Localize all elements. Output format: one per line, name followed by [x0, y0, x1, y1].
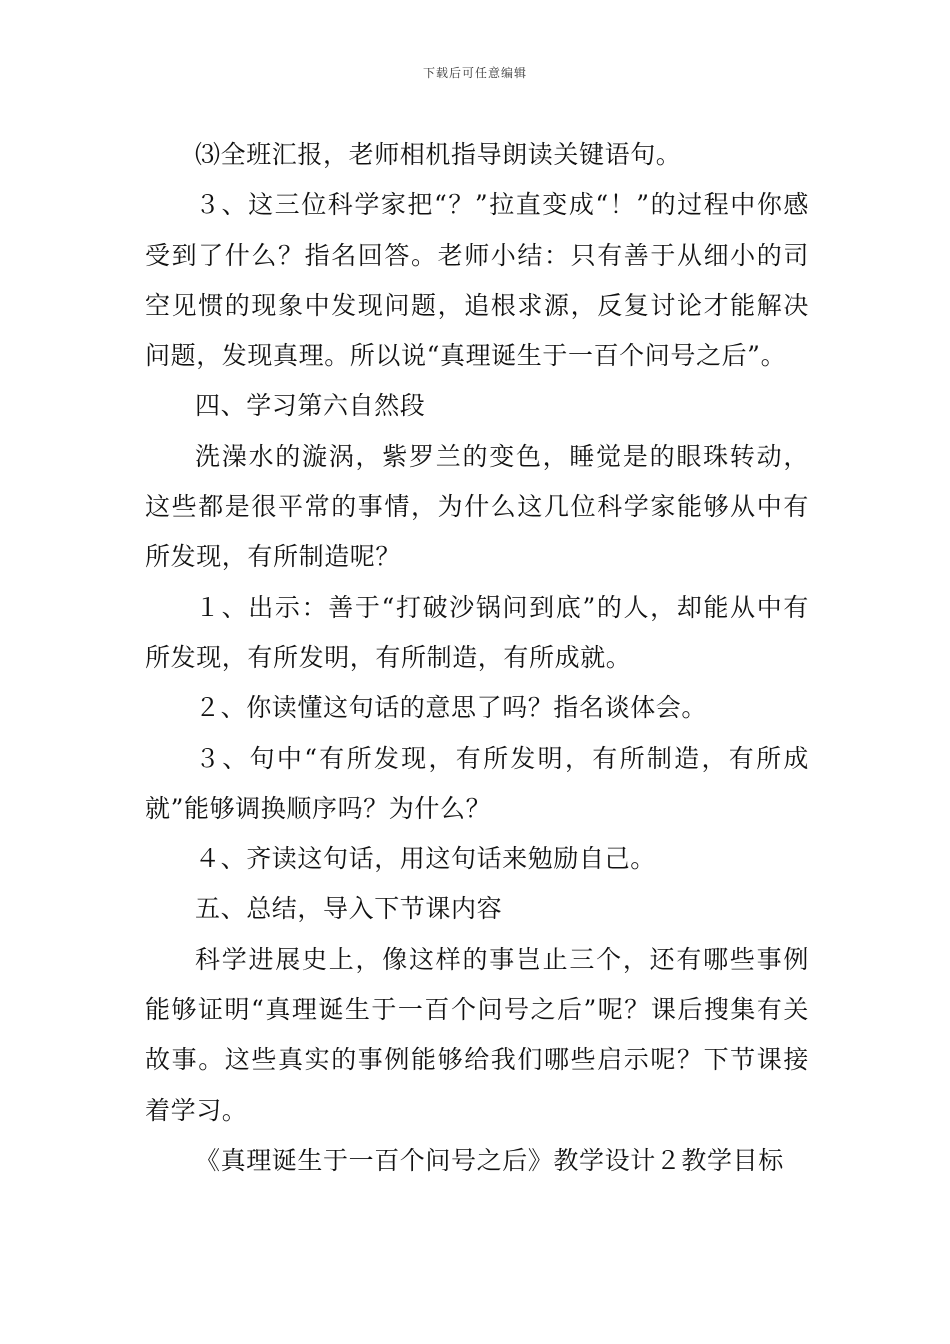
paragraph-step-two: ２、你读懂这句话的意思了吗？指名谈体会。 — [195, 693, 708, 723]
section-heading-four: 四、学习第六自然段 — [195, 391, 426, 421]
paragraph-step-four: ４、齐读这句话，用这句话来勉励自己。 — [195, 844, 656, 874]
paragraph-question-discovery: 洗澡水的漩涡，紫罗兰的变色，睡觉是的眼珠转动，这些都是很平常的事情，为什么这几位科学家能够从中有所发现，有所制造呢？ — [145, 441, 809, 572]
section-heading-five: 五、总结，导入下节课内容 — [195, 894, 503, 924]
paragraph-step-one: １、出示：善于“打破沙锅问到底”的人，却能从中有所发现，有所发明，有所制造，有所成就。 — [145, 592, 809, 672]
document-body — [145, 130, 809, 1186]
paragraph-summary: 科学进展史上，像这样的事岂止三个，还有哪些事例能够证明“真理诞生于一百个问号之后”呢？课后搜集有关故事。这些真实的事例能够给我们哪些启示呢？下节课接着学习。 — [145, 944, 809, 1125]
paragraph-feeling-summary: ３、这三位科学家把“？”拉直变成“！”的过程中你感受到了什么？指名回答。老师小结：只有善于从细小的司空见惯的现象中发现问题，追根求源，反复讨论才能解决问题，发现真理。所以说“真理诞生于一百个问号之后”。 — [145, 190, 809, 371]
paragraph-next-title: 《真理诞生于一百个问号之后》教学设计２教学目标 — [195, 1145, 784, 1175]
page-header-note: 下载后可任意编辑 — [422, 66, 527, 80]
paragraph-step-three: ３、句中“有所发现，有所发明，有所制造，有所成就”能够调换顺序吗？为什么？ — [145, 743, 809, 823]
paragraph-class-report: ⑶全班汇报，老师相机指导朗读关键语句。 — [195, 140, 682, 169]
